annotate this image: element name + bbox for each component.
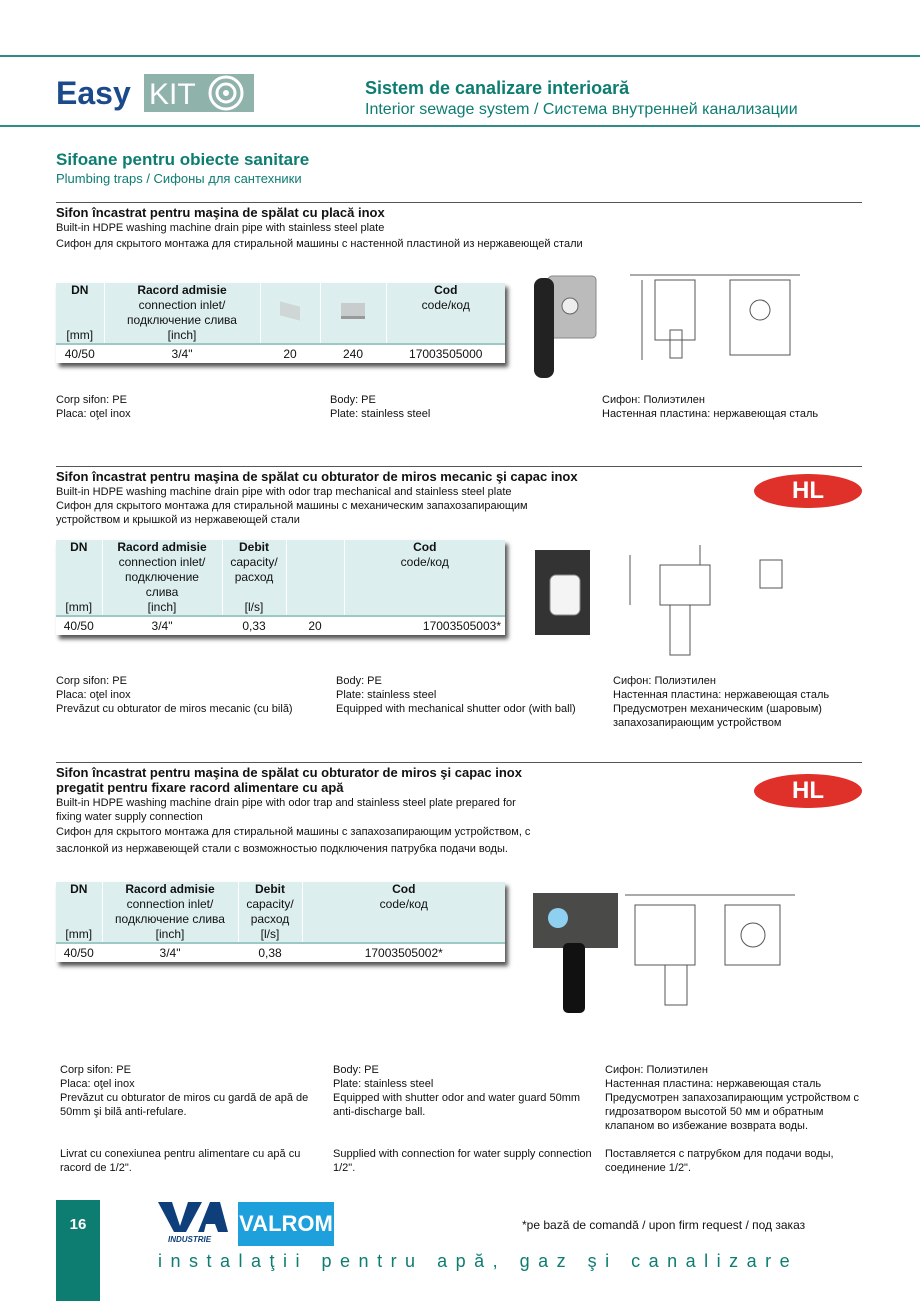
box-icon bbox=[280, 301, 300, 320]
spec-ru: Сифон: Полиэтилен Настенная пластина: нержавеющая сталь bbox=[602, 394, 819, 420]
spec-ro-2: Livrat cu conexiunea pentru alimentare cu apă cu racord de 1/2". bbox=[60, 1148, 301, 1174]
header-title: Sistem de canalizare interioară bbox=[365, 78, 630, 98]
product-desc-ru: Сифон для скрытого монтажа для стиральной машины с запахозапирающим устройством, с bbox=[56, 826, 531, 838]
table-row: 40/50 3/4" 0,38 17003505002* bbox=[56, 943, 505, 962]
product-photo bbox=[520, 545, 595, 640]
spec-ro: Corp sifon: PE Placa: oţel inox Prevăzut cu obturator de miros cu gardă de apă de 50mm şi bilă anti-refulare. bbox=[60, 1064, 309, 1118]
category-title: Sifoane pentru obiecte sanitare bbox=[56, 150, 310, 169]
product-desc-ru: Сифон для скрытого монтажа для стиральной машины с механическим запахозапирающим bbox=[56, 500, 528, 512]
product-desc-ru-2: заслонкой из нержавеющей стали с возможностью подключения патрубка подачи воды. bbox=[56, 843, 508, 855]
product-desc-ru-2: устройством и крышкой из нержавеющей стали bbox=[56, 514, 300, 526]
spec-en: Body: PE Plate: stainless steel bbox=[330, 394, 431, 420]
page-number-bar bbox=[56, 1200, 100, 1301]
valrom-val-mark bbox=[158, 1200, 236, 1234]
hl-logo: HL bbox=[754, 474, 862, 508]
product-desc-en: Built-in HDPE washing machine drain pipe with odor trap and stainless steel plate prepared for bbox=[56, 797, 516, 809]
technical-drawing bbox=[620, 545, 795, 670]
page-number: 16 bbox=[69, 1216, 87, 1233]
easykit-logo bbox=[56, 68, 256, 114]
spec-en: Body: PE Plate: stainless steel Equipped with shutter odor and water guard 50mm anti-discharge ball. bbox=[333, 1064, 581, 1118]
product-desc-ru: Сифон для скрытого монтажа для стиральной машины с настенной пластиной из нержавеющей стали bbox=[56, 238, 583, 250]
product-table: DN [mm] Racord admisie connection inlet/ подключение слива [inch] Debit capacity/ расход [l/s] Cod code/код 40/50 3/4" 0,38 17003505002* bbox=[56, 882, 505, 962]
footer-slogan: instalaţii pentru apă, gaz şi canalizare bbox=[158, 1251, 799, 1271]
table-row: 40/50 3/4" 20 240 17003505000 bbox=[56, 344, 505, 363]
spec-ru-2: Поставляется с патрубком для подачи воды, соединение 1/2". bbox=[605, 1148, 834, 1174]
valrom-brand: VALROM bbox=[238, 1202, 334, 1246]
product-desc-en: Built-in HDPE washing machine drain pipe with stainless steel plate bbox=[56, 222, 385, 234]
section-rule bbox=[56, 466, 862, 467]
footer-note: *pe bază de comandă / upon firm request / под заказ bbox=[522, 1218, 806, 1232]
product-title-2: pregatit pentru fixare racord alimentare cu apă bbox=[56, 780, 344, 795]
spec-en: Body: PE Plate: stainless steel Equipped with mechanical shutter odor (with ball) bbox=[336, 675, 576, 715]
pallet-icon bbox=[341, 303, 365, 319]
spec-ro: Corp sifon: PE Placa: oţel inox bbox=[56, 394, 131, 420]
product-photo bbox=[528, 888, 623, 1016]
section-rule bbox=[56, 762, 862, 763]
product-title: Sifon încastrat pentru maşina de spălat cu obturator de miros şi capac inox bbox=[56, 765, 522, 780]
spec-ru: Сифон: Полиэтилен Настенная пластина: нержавеющая сталь Предусмотрен механическим (шаровым) запахозапирающим устройством bbox=[613, 675, 830, 729]
product-table: DN [mm] Racord admisie connection inlet/ подключение слива [inch] Debit capacity/ расход [l/s] Cod code/код 40/50 3/4" 0,33 20 17003505003* bbox=[56, 540, 505, 635]
product-desc-en-2: fixing water supply connection bbox=[56, 811, 203, 823]
product-title: Sifon încastrat pentru maşina de spălat cu placă inox bbox=[56, 205, 385, 220]
header-top-rule bbox=[0, 55, 920, 57]
header-bottom-rule bbox=[0, 125, 920, 127]
svg-text:Easy: Easy bbox=[56, 75, 131, 111]
hl-logo: HL bbox=[754, 774, 862, 808]
header-subtitle: Interior sewage system / Система внутренней канализации bbox=[365, 101, 798, 118]
product-photo bbox=[528, 268, 603, 384]
spec-en-2: Supplied with connection for water supply connection 1/2". bbox=[333, 1148, 592, 1174]
product-table: DN [mm] Racord admisie connection inlet/ подключение слива [inch] Cod code/код 40/50 3/4" 20 240 17003505000 bbox=[56, 283, 505, 363]
section-rule bbox=[56, 202, 862, 203]
spec-ro: Corp sifon: PE Placa: oţel inox Prevăzut cu obturator de miros mecanic (cu bilă) bbox=[56, 675, 293, 715]
svg-text:KIT: KIT bbox=[149, 78, 196, 111]
technical-drawing bbox=[625, 885, 800, 1015]
valrom-sub: INDUSTRIE bbox=[168, 1235, 212, 1244]
product-title: Sifon încastrat pentru maşina de spălat cu obturator de miros mecanic şi capac inox bbox=[56, 469, 578, 484]
product-desc-en: Built-in HDPE washing machine drain pipe with odor trap mechanical and stainless steel plate bbox=[56, 486, 512, 498]
table-row: 40/50 3/4" 0,33 20 17003505003* bbox=[56, 616, 505, 635]
technical-drawing bbox=[630, 270, 805, 380]
spec-ru: Сифон: Полиэтилен Настенная пластина: нержавеющая сталь Предусмотрен запахозапирающим устройством с гидрозатвором высотой 50 мм и обратным клапаном во избежание возврата воды. bbox=[605, 1064, 859, 1132]
category-subtitle: Plumbing traps / Сифоны для сантехники bbox=[56, 171, 302, 186]
valrom-logo bbox=[158, 1200, 334, 1246]
